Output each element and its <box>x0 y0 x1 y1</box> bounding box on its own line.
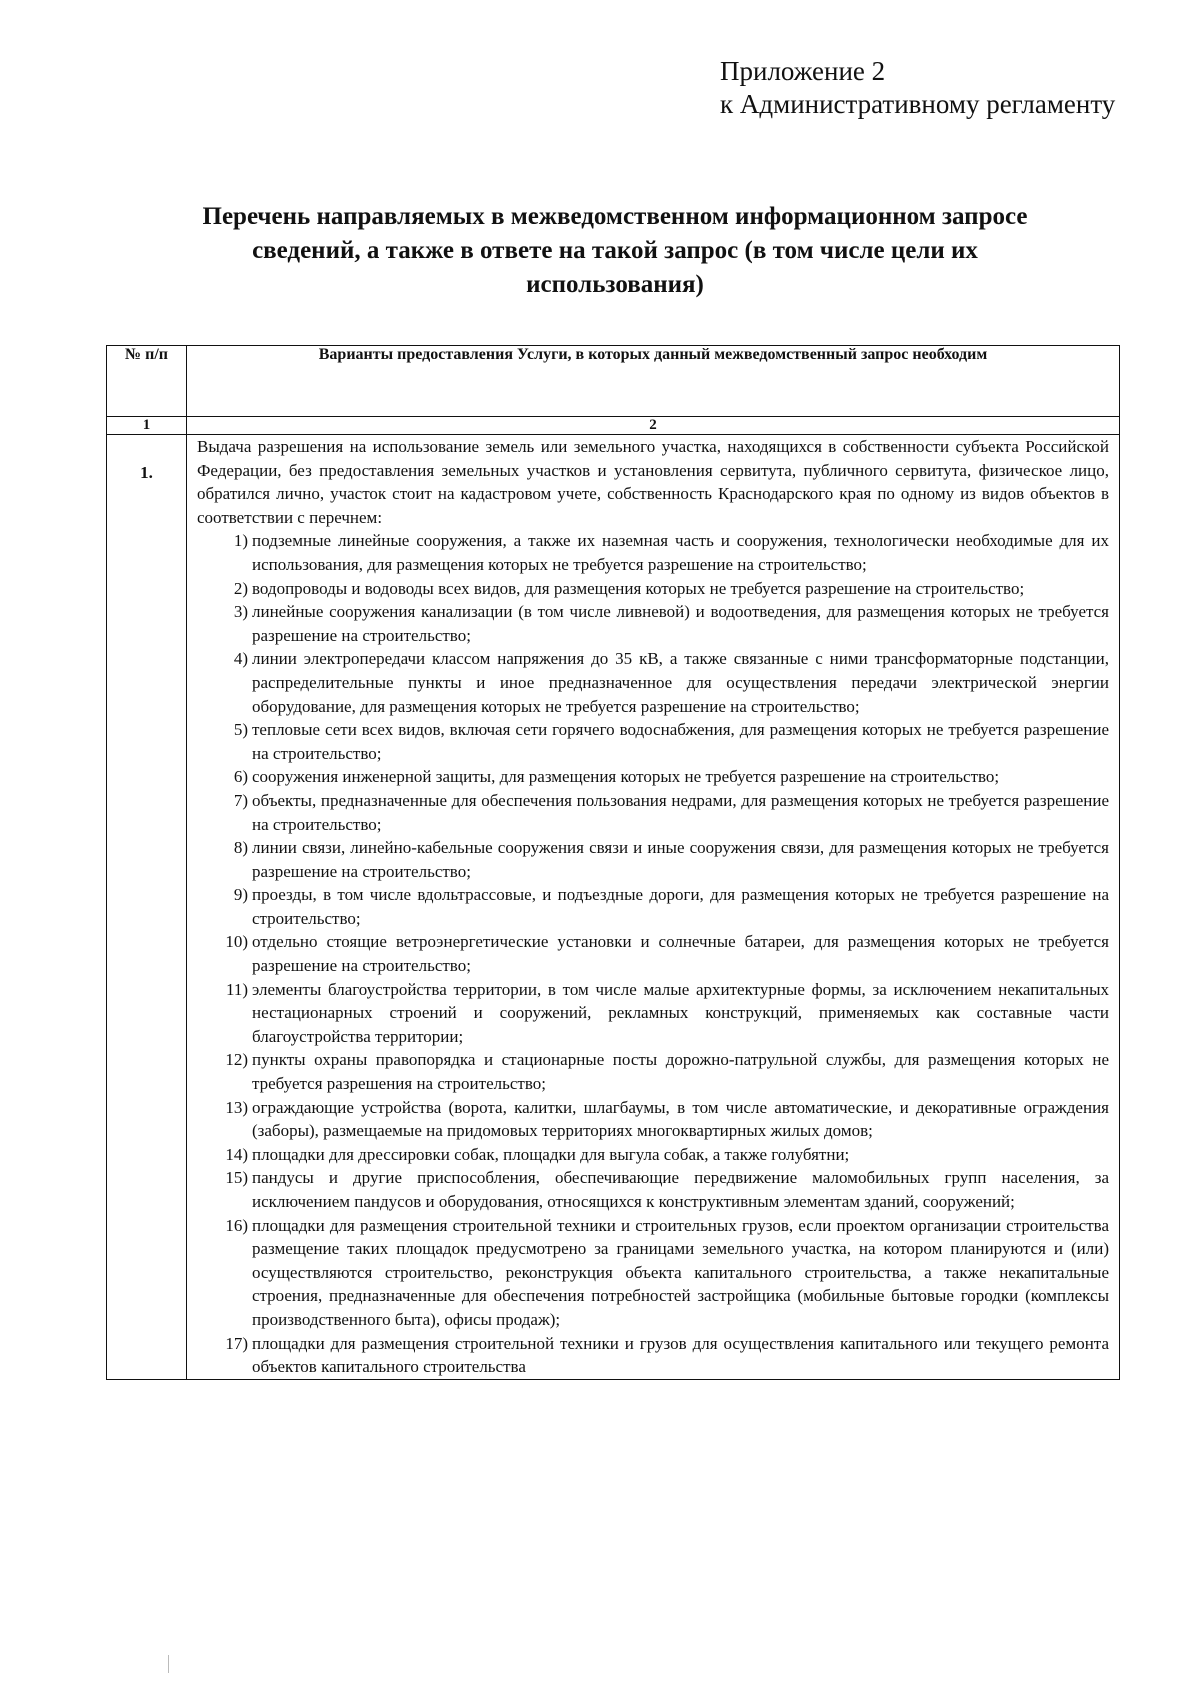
list-item-text: водопроводы и водоводы всех видов, для размещения которых не требуется разрешение на строительство; <box>252 578 1025 598</box>
appendix-note <box>720 55 1115 121</box>
list-item <box>233 836 1109 883</box>
list-item-text: подземные линейные сооружения, а также их наземная часть и сооружения, технологически необходимые для их использования, для размещения которых не требуется разрешение на строительство; <box>252 531 1109 574</box>
list-item-text: линии связи, линейно-кабельные сооружения связи и иные сооружения связи, для размещения которых не требуется разрешение на строительство; <box>252 838 1109 881</box>
list-item <box>233 577 1109 601</box>
table-row <box>107 435 1120 1380</box>
list-item-text: объекты, предназначенные для обеспечения пользования недрами, для размещения которых не требуется разрешение на строительство; <box>252 790 1109 834</box>
list-item-text: тепловые сети всех видов, включая сети горячего водоснабжения, для размещения которых не требуется разрешение на строительство; <box>252 720 1109 763</box>
list-item <box>225 978 1109 1049</box>
objects-list <box>197 529 1109 1378</box>
list-item-number: 11) <box>225 979 248 999</box>
list-item-number: 15) <box>225 1168 248 1188</box>
list-item-number: 1) <box>233 531 248 551</box>
list-item-text: площадки для размещения строительной техники и строительных грузов, если проектом организации строительства размещение таких площадок предусмотрено за границами земельного участка, на котором планируются и (или) осуществляются строительство, реконструкция объекта капитального строительства, а также некапитальные строения, предназначенные для обеспечения потребностей застройщика (мобильные бытовые городки (комплексы производственного быта), офисы продаж); <box>252 1215 1109 1329</box>
list-item <box>233 600 1109 647</box>
list-item <box>225 1048 1109 1095</box>
list-item <box>233 789 1109 836</box>
column-numbering-row <box>107 417 1120 435</box>
list-item-number: 13) <box>225 1097 248 1117</box>
list-item-number: 9) <box>233 885 248 905</box>
list-item-number: 8) <box>233 838 248 858</box>
appendix-line-1: Приложение 2 <box>720 56 886 86</box>
list-item-number: 2) <box>233 578 248 598</box>
list-item-number: 3) <box>233 602 248 622</box>
requests-table <box>106 345 1120 1380</box>
list-item <box>233 529 1109 576</box>
column-number-1: 1 <box>107 417 187 435</box>
list-item <box>233 718 1109 765</box>
scan-mark <box>168 1655 169 1673</box>
list-item <box>225 1096 1109 1143</box>
list-item-text: отдельно стоящие ветроэнергетические установки и солнечные батареи, для размещения которых не требуется разрешение на строительство; <box>252 932 1109 976</box>
list-item-number: 6) <box>233 767 248 787</box>
list-item <box>233 647 1109 718</box>
list-item <box>225 1332 1109 1379</box>
list-item <box>233 765 1109 789</box>
list-item-number: 17) <box>225 1333 248 1353</box>
list-item <box>225 1166 1109 1213</box>
title-line-1: Перечень направляемых в межведомственном информационном запросе <box>202 203 1028 230</box>
appendix-line-2: к Административному регламенту <box>720 89 1116 119</box>
row-number: 1. <box>107 435 187 1380</box>
row-intro: Выдача разрешения на использование земель или земельного участка, находящихся в собственности субъекта Российской Федерации, без предоставления земельных участков и установления сервитута, публичного сервитута, физическое лицо, обратился лично, участок стоит на кадастровом учете, собственность Краснодарского края по одному из видов объектов в соответствии с перечнем: <box>197 437 1109 527</box>
table-header-row <box>107 346 1120 417</box>
list-item-number: 5) <box>233 720 248 740</box>
list-item-text: линейные сооружения канализации (в том числе ливневой) и водоотведения, для размещения которых не требуется разрешение на строительство; <box>252 602 1109 645</box>
header-variants: Варианты предоставления Услуги, в которых данный межведомственный запрос необходим <box>187 346 1120 417</box>
list-item-number: 10) <box>225 932 248 952</box>
list-item-text: площадки для дрессировки собак, площадки для выгула собак, а также голубятни; <box>252 1144 850 1164</box>
list-item-text: элементы благоустройства территории, в том числе малые архитектурные формы, за исключением некапитальных нестационарных строений и сооружений, рекламных конструкций, применяемых как составные части благоустройства территории; <box>252 979 1109 1046</box>
list-item-text: пункты охраны правопорядка и стационарные посты дорожно-патрульной службы, для размещения которых не требуется разрешения на строительство; <box>252 1050 1109 1094</box>
list-item-number: 12) <box>225 1050 248 1070</box>
list-item-text: пандусы и другие приспособления, обеспечивающие передвижение маломобильных групп населения, за исключением пандусов и оборудования, относящихся к конструктивным элементам зданий, сооружений; <box>252 1168 1109 1211</box>
list-item-text: сооружения инженерной защиты, для размещения которых не требуется разрешение на строительство; <box>252 767 1000 787</box>
header-number: № п/п <box>107 346 187 417</box>
row-content <box>187 435 1120 1380</box>
list-item-text: линии электропередачи классом напряжения до 35 кВ, а также связанные с ними трансформаторные подстанции, распределительные пункты и иное предназначенное для осуществления передачи электрической энергии оборудование, для размещения которых не требуется разрешение на строительство; <box>252 649 1109 716</box>
list-item-number: 7) <box>233 790 248 810</box>
list-item-number: 4) <box>233 649 248 669</box>
list-item <box>225 1214 1109 1332</box>
list-item-text: проезды, в том числе вдольтрассовые, и подъездные дороги, для размещения которых не требуется разрешение на строительство; <box>252 885 1109 928</box>
list-item <box>225 930 1109 977</box>
list-item-number: 14) <box>225 1144 248 1164</box>
title-line-2: сведений, а также в ответе на такой запрос (в том числе цели их <box>252 237 978 264</box>
document-title <box>130 200 1100 302</box>
column-number-2: 2 <box>187 417 1120 435</box>
list-item <box>233 883 1109 930</box>
list-item-number: 16) <box>225 1215 248 1235</box>
title-line-3: использования) <box>526 271 704 298</box>
list-item <box>225 1143 1109 1167</box>
list-item-text: площадки для размещения строительной техники и грузов для осуществления капитального или текущего ремонта объектов капитального строительства <box>252 1333 1109 1377</box>
list-item-text: ограждающие устройства (ворота, калитки, шлагбаумы, в том числе автоматические, и декоративные ограждения (заборы), размещаемые на придомовых территориях многоквартирных жилых домов; <box>252 1097 1109 1141</box>
